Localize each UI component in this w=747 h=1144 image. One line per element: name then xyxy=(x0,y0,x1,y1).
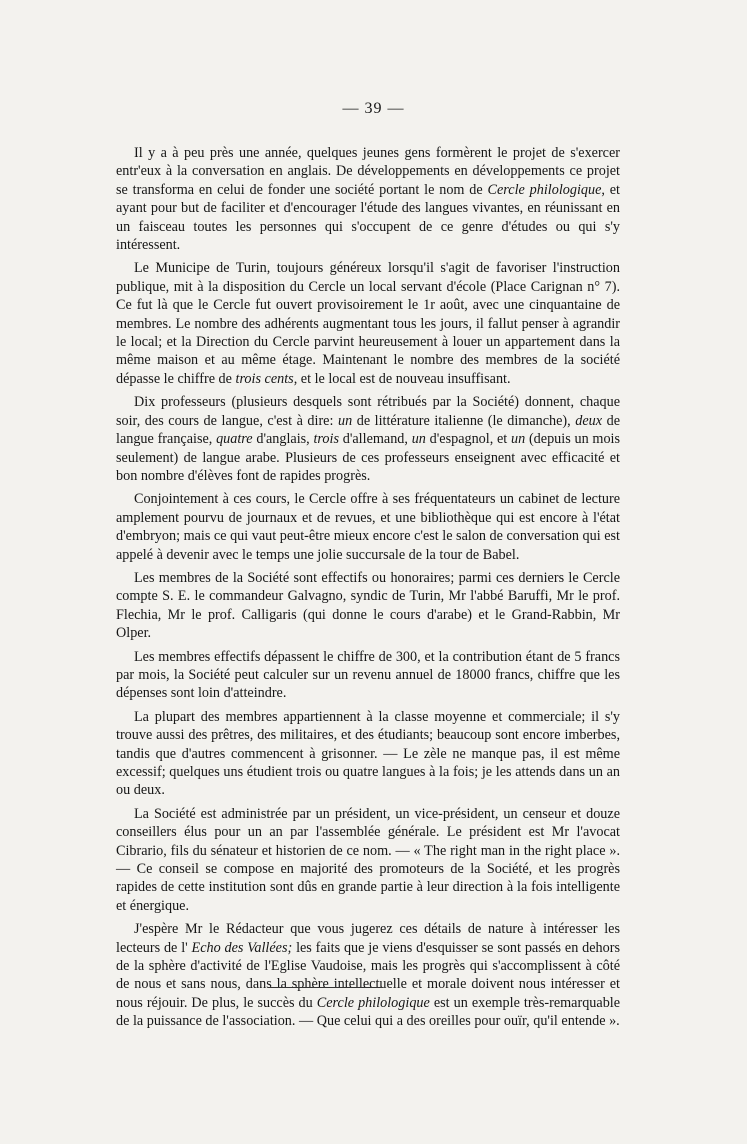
paragraph-text: est un exemple très-remarquable de la puissance de l'association. — Que celui qui a des oreilles pour ouïr, qu'il entende ». xyxy=(116,994,621,1030)
paragraph-text: (depuis un mois seulement) de langue arabe. Plusieurs de ces professeurs enseignent avec efficacité et bon nombre d'élèves font de rapides progrès. xyxy=(116,431,621,484)
paragraph xyxy=(116,490,620,564)
paragraph xyxy=(116,920,620,1030)
paragraph-text: Dix professeurs (plusieurs desquels sont rétribués par la Société) donnent, chaque soir, des cours de langue, c'est à dire: xyxy=(116,394,620,429)
end-rule xyxy=(268,987,382,988)
italic-text: deux xyxy=(575,412,603,429)
paragraph-text: J'espère Mr le Rédacteur que vous jugerez ces détails de nature à intéresser les lecteurs de l' xyxy=(116,921,620,956)
paragraph xyxy=(116,648,620,703)
italic-text: un xyxy=(411,431,426,448)
paragraph-text: La plupart des membres appartiennent à la classe moyenne et commerciale; il s'y trouve aussi des prêtres, des militaires, et des étudiants; beaucoup sont encore imberbes, tandis que d'autres commencent à grisonner. — Le zèle ne manque pas, il est même excessif; quelques uns étudient trois ou quatre langues à la fois; je les attends dans un an ou deux. xyxy=(116,708,620,799)
paragraph-text: , et ayant pour but de faciliter et d'encourager l'étude des langues vivantes, en réunissant en un faisceau toutes les personnes qui s'occupent de ce genre d'études ou qui s'y intéressent. xyxy=(116,181,620,254)
paragraph xyxy=(116,144,620,254)
italic-text: un xyxy=(337,412,353,429)
paragraph-text: Les membres effectifs dépassent le chiffre de 300, et la contribution étant de 5 francs par mois, la Société peut calculer sur un revenu annuel de 18000 francs, chiffre que les dépenses sont loin d'atteindre. xyxy=(116,648,620,702)
italic-text: Cercle philologique xyxy=(316,994,430,1011)
paragraph-text: Il y a à peu près une année, quelques jeunes gens formèrent le projet de s'exercer entr'eux à la conversation en anglais. De développements en développements ce projet se transforma en celui de fonder une société portant le nom de xyxy=(116,145,620,198)
italic-text: trois xyxy=(313,431,339,448)
italic-text: un xyxy=(511,431,526,448)
paragraph xyxy=(116,805,620,915)
paragraph xyxy=(116,393,620,485)
paragraph xyxy=(116,259,620,388)
page-number: — 39 — xyxy=(342,100,405,117)
paragraph-text: Les membres de la Société sont effectifs ou honoraires; parmi ces derniers le Cercle compte S. E. le commandeur Galvagno, syndic de Turin, Mr l'abbé Baruffi, Mr le prof. Flechia, Mr le prof. Calligaris (qui donne le cours d'arabe) et le Grand-Rabbin, Mr Olper. xyxy=(116,569,620,642)
italic-text: Cercle philologique xyxy=(487,181,602,198)
paragraph-text: Conjointement à ces cours, le Cercle offre à ses fréquentateurs un cabinet de lecture amplement pourvu de journaux et de revues, et une bibliothèque qui est encore à l'état d'embryon; mais ce qui vaut peut-être mieux encore c'est le salon de conversation qui est appelé à devenir avec le temps une jolie succursale de la tour de Babel. xyxy=(116,491,620,563)
italic-text: quatre xyxy=(216,431,253,448)
paragraph-text: les faits que je viens d'esquisser se sont passés en dehors de la sphère d'activité de l'Eglise Vaudoise, mais les progrès qui s'accomplissent à côté de nous et sans nous, dans la sphère intellectuelle et morale doivent nous intéresser et nous réjouir. De plus, le succès du xyxy=(116,939,620,1011)
paragraph-text: , et le local est de nouveau insuffisant. xyxy=(293,370,511,387)
paragraph-text: d'espagnol, et xyxy=(425,431,512,448)
paragraph-text: d'anglais, xyxy=(252,431,314,448)
paragraph-text: Le Municipe de Turin, toujours généreux lorsqu'il s'agit de favoriser l'instruction publique, mit à la disposition du Cercle un local servant d'école (Place Carignan n° 7). Ce fut là que le Cercle fut ouvert provisoirement le 1r août, avec une cinquantaine de membres. Le nombre des adhérents augmentant tous les jours, il fallut penser à agrandir le local; et la Direction du Cercle parvint heureusement à louer un appartement dans la même maison et au même étage. Maintenant le nombre des membres de la société dépasse le chiffre de xyxy=(116,260,620,387)
article-body xyxy=(116,144,620,1036)
paragraph xyxy=(116,708,620,800)
paragraph xyxy=(116,569,620,643)
italic-text: trois cents xyxy=(235,370,294,387)
paragraph-text: de littérature italienne (le dimanche), xyxy=(352,412,576,429)
paragraph-text: d'allemand, xyxy=(338,431,412,448)
italic-text: Echo des Vallées; xyxy=(191,939,293,956)
paragraph-text: La Société est administrée par un président, un vice-président, un censeur et douze conseillers élus pour un an par l'assemblée générale. Le président est Mr l'avocat Cibrario, fils du sénateur et historien de ce nom. — « The right man in the right place ». — Ce conseil se compose en majorité des promoteurs de la Société, et les progrès rapides de cette institution sont dûs en grande partie à leur direction à la fois intelligente et énergique. xyxy=(116,805,620,914)
paragraph-text: de langue française, xyxy=(116,412,620,448)
